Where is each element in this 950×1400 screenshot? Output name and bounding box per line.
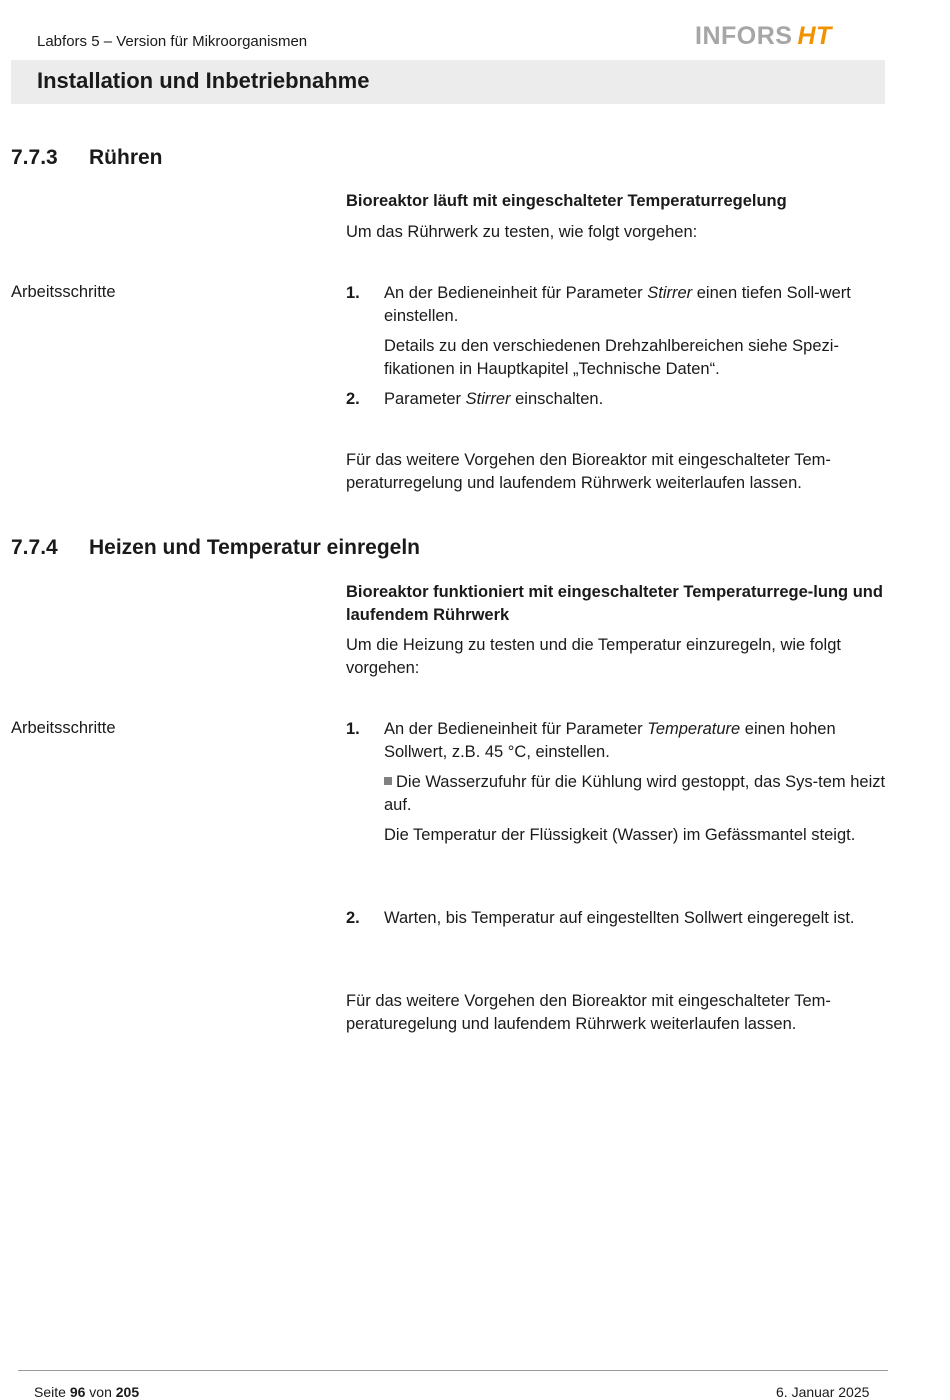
footer-divider xyxy=(18,1370,888,1371)
step-text: An der Bedieneinheit für Parameter xyxy=(384,720,648,738)
section-number: 7.7.4 xyxy=(11,536,58,559)
step-text: einschalten. xyxy=(510,390,604,408)
outro-text: Für das weitere Vorgehen den Bioreaktor mit eingeschalteter Tem-peraturregelung und laufendem Rührwerk weiterlaufen lassen. xyxy=(346,451,831,492)
chapter-title: Installation und Inbetriebnahme xyxy=(37,68,370,93)
parameter-name: Stirrer xyxy=(465,390,511,408)
document-title: Labfors 5 – Version für Mikroorganismen xyxy=(37,33,308,50)
intro-text: Um das Rührwerk zu testen, wie folgt vorgehen: xyxy=(346,223,698,241)
step-1 xyxy=(346,282,886,328)
step-number: 2. xyxy=(346,390,360,408)
section-title: Rühren xyxy=(89,146,163,169)
step-result xyxy=(384,771,886,817)
side-label-work-steps: Arbeitsschritte xyxy=(11,719,116,737)
step-number: 2. xyxy=(346,909,360,927)
step-number: 1. xyxy=(346,720,360,738)
step-2 xyxy=(346,388,886,411)
logo-text-ht: HT xyxy=(797,22,832,50)
step-2 xyxy=(346,907,886,930)
step-text: einen hohen Sollwert, z.B. 45 °C, einstellen. xyxy=(384,720,836,761)
total-pages: 205 xyxy=(115,1384,140,1400)
step-text: einen tiefen Soll-wert einstellen. xyxy=(384,284,851,325)
logo-text-infors: INFORS xyxy=(695,22,793,50)
result-square-icon xyxy=(384,777,392,785)
precondition: Bioreaktor funktioniert mit eingeschalteter Temperaturrege-lung und laufendem Rührwerk xyxy=(346,583,883,624)
page-number xyxy=(34,1384,139,1400)
precondition: Bioreaktor läuft mit eingeschalteter Temperaturregelung xyxy=(346,192,787,210)
section-heading-7-7-4 xyxy=(11,536,420,560)
result-text: Die Wasserzufuhr für die Kühlung wird gestoppt, das Sys-tem heizt auf. xyxy=(384,773,886,814)
section-heading-7-7-3 xyxy=(11,146,163,170)
side-label-work-steps: Arbeitsschritte xyxy=(11,283,116,301)
outro-text: Für das weitere Vorgehen den Bioreaktor mit eingeschalteter Tem-peraturegelung und laufendem Rührwerk weiterlaufen lassen. xyxy=(346,992,831,1033)
current-page: 96 xyxy=(69,1384,86,1400)
page-prefix: Seite xyxy=(34,1384,70,1400)
footer-date: 6. Januar 2025 xyxy=(776,1384,870,1400)
step-number: 1. xyxy=(346,284,360,302)
parameter-name: Temperature xyxy=(647,720,741,738)
intro-text: Um die Heizung zu testen und die Temperatur einzuregeln, wie folgt vorgehen: xyxy=(346,636,841,677)
page-mid: von xyxy=(85,1384,116,1400)
step-text: An der Bedieneinheit für Parameter xyxy=(384,284,648,302)
step-1 xyxy=(346,718,886,764)
step-text: Parameter xyxy=(384,390,466,408)
section-title: Heizen und Temperatur einregeln xyxy=(89,536,421,559)
step-note: Die Temperatur der Flüssigkeit (Wasser) im Gefässmantel steigt. xyxy=(384,826,856,844)
infors-ht-logo xyxy=(695,22,832,51)
section-number: 7.7.3 xyxy=(11,146,58,169)
step-note: Details zu den verschiedenen Drehzahlbereichen siehe Spezi-fikationen in Hauptkapitel „Technische Daten“. xyxy=(384,337,839,378)
step-text: Warten, bis Temperatur auf eingestellten Sollwert eingeregelt ist. xyxy=(384,909,855,927)
parameter-name: Stirrer xyxy=(647,284,693,302)
